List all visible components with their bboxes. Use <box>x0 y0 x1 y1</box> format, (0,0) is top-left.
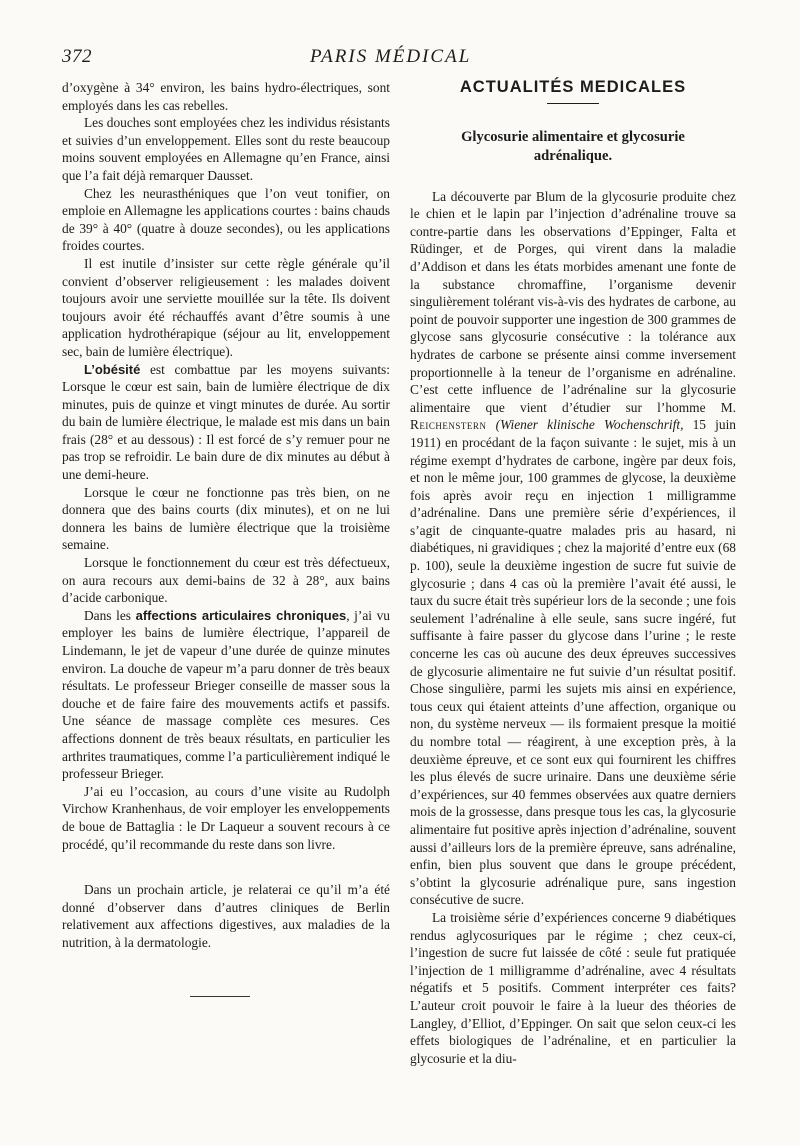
section-title: ACTUALITÉS MEDICALES <box>459 78 687 96</box>
paragraph-text: Dans les <box>84 607 136 623</box>
keyword-affections: affections articulaires chroniques <box>135 607 347 623</box>
paragraph-obesite <box>62 361 390 484</box>
author-name: Reichenstern <box>410 417 487 433</box>
title-divider <box>547 103 599 104</box>
running-head: PARIS MÉDICAL <box>310 46 472 67</box>
paragraph: La troisième série d’expériences concerne 9 diabétiques rendus aglycosuriques par le régime ; chez ceux-ci, l’ingestion de sucre fut laissée de côté : seule fut pratiquée l’injection de 1 milligramme d’adrénaline, avec 4 résultats négatifs et 5 positifs. Comment interpréter ces faits? L’auteur croit pouvoir le faire à la lueur des théories de Langley, d’Elliot, d’Eppinger. On sait que selon ceux-ci les effets biologiques de l’adrénaline, et en particulier la glycosurie et la diu- <box>410 909 736 1066</box>
page-number: 372 <box>62 46 92 67</box>
paragraph: Lorsque le cœur ne fonctionne pas très bien, on ne donnera que des bains courts (dix minutes), et on ne lui donnera les bains de lumière électrique que la troisième semaine. <box>62 484 390 553</box>
journal-citation: (Wiener klinische Wochenschrift, <box>486 417 684 433</box>
paragraph-main <box>410 188 736 909</box>
paragraph-text: 15 juin 1911) en procédant de la façon suivante : le sujet, mis à un régime exempt d’hydrates de carbone, ingère par deux fois, et non le même jour, 100 grammes de glycose, la deuxième fois après avoir reçu en injection 1 milligramme d’adrénaline. Dans une première série d’expériences, il s’agit de cinquante-quatre malades pris au hasard, ni diabétiques, ni gravidiques ; chez la majorité d’entre eux (68 p. 100), seule la deuxième ingestion de sucre fut suivie de glycosurie ; dans 4 cas où la première l’avait été aussi, le taux du sucre était très supérieur lors de la seconde ; une fois seulement l’adrénaline à elle seule, sans sucre ingéré, fut suffisante à faire passer du glycose dans l’urine ; le reste concerne les cas où aucune des deux épreuves successives de glycosurie alimentaire ne fut suivie d’un résultat positif. Chose singulière, parmi les sujets mis ainsi en expérience, tous ceux qui étaient atteints d’une affection, organique ou non, du système nerveux — ils formaient presque la moitié du nombre total — réagirent, à une exception près, à la deuxième épreuve, et ce sont eux qui fournirent les chiffres les plus élevés de sucre urinaire. Dans une deuxième série d’expériences, sur 40 femmes observées aux quatre derniers mois de la grossesse, dans presque tous les cas, la glycosurie alimentaire fut positive après injection d’adrénaline, souvent aussi d’ailleurs lors de la première épreuve, sans adrénaline, enfin, bien plus souvent que dans le groupe précédent, s’obtint la glycosurie adrénalique pure, sans ingestion consécutive de sucre. <box>410 417 736 908</box>
keyword-obesite: L’obésité <box>84 361 141 377</box>
end-rule <box>190 996 250 997</box>
left-column <box>62 79 390 997</box>
paragraph: Il est inutile d’insister sur cette règle générale qu’il convient d’observer religieusement : les malades doivent toujours avoir une serviette mouillée sur la tête. Ils doivent toujours avoir été réchauffés avant d’être soumis à une application hydrothérapique (séjour au lit, enveloppement sec, bain de lumière électrique). <box>62 255 390 359</box>
paragraph-text: , j’ai vu employer les bains de lumière électrique, l’appareil de Lindemann, le jet de vapeur d’une durée de quinze minutes environ. La douche de vapeur m’a paru donner de très beaux résultats. Le professeur Brieger conseille de masser sous la douche et de faire faire des mouvements actifs et passifs. Une séance de massage complète ces mesures. Ces affections donnent de très beaux résultats, en particulier les arthrites traumatiques, comme l’a particulièrement indiqué le professeur Brieger. <box>62 607 390 782</box>
paragraph: Chez les neurasthéniques que l’on veut tonifier, on emploie en Allemagne les applications courtes : bains chauds de 39° à 40° (quatre à douze secondes), ou les applications froides courtes. <box>62 185 390 254</box>
article-title: Glycosurie alimentaire et glycosurie adrénalique. <box>461 128 685 164</box>
paragraph-closing: Dans un prochain article, je relaterai ce qu’il m’a été donné d’observer dans d’autres cliniques de Berlin relativement aux affections digestives, aux maladies de la nutrition, à la dermatologie. <box>62 882 390 950</box>
paragraph: Les douches sont employées chez les individus résistants et suivies d’un enveloppement. Elles sont du reste beaucoup moins souvent employées en Allemagne qu’en France, ainsi que l’a fait déjà remarquer Dausset. <box>62 115 390 183</box>
paragraph: J’ai eu l’occasion, au cours d’une visite au Rudolph Virchow Kranhenhaus, de voir employer les enveloppements de boue de Battaglia : le Dr Laqueur a souvent recours à ce procédé, qu’il recommande du reste dans son livre. <box>62 783 390 852</box>
right-column <box>410 79 736 1067</box>
paragraph-text: La découverte par Blum de la glycosurie produite chez le chien et le lapin par l’injection d’adrénaline trouve sa contre-partie dans les observations d’Eppinger, Falta et Rüdinger, et de Porges, qui virent dans la maladie d’Addison et dans les états morbides amenant une fonte de la substance chromaffine, l’organisme devenir singulièrement tolérant vis-à-vis des hydrates de carbone, au point de pouvoir supporter une ingestion de 300 grammes de glycose sans glycosurie consécutive : la tolérance aux hydrates de carbone se présente ainsi comme inversement proportionnelle à la teneur de l’organisme en adrénaline. C’est cette influence de l’adrénaline sur la glycosurie alimentaire que vient d’étudier sur l’homme M. <box>410 188 736 415</box>
paragraph-text: est combattue par les moyens suivants: Lorsque le cœur est sain, bain de lumière électrique de dix minutes, puis de quinze et vingt minutes de durée. Au sortir du bain de lumière électrique, le malade est mis dans un bain frais (28° et au dessous) : Il est forcé de s’y remuer pour ne pas trop se refroidir. Le bain dure de dix minutes au début à une demi-heure. <box>62 361 390 483</box>
paragraph-affections <box>62 607 390 783</box>
paragraph: d’oxygène à 34° environ, les bains hydro-électriques, sont employés dans les cas rebelles. <box>62 80 390 113</box>
paragraph: Lorsque le fonctionnement du cœur est très défectueux, on aura recours aux demi-bains de 32 à 28°, aux bains d’acide carbonique. <box>62 555 390 606</box>
